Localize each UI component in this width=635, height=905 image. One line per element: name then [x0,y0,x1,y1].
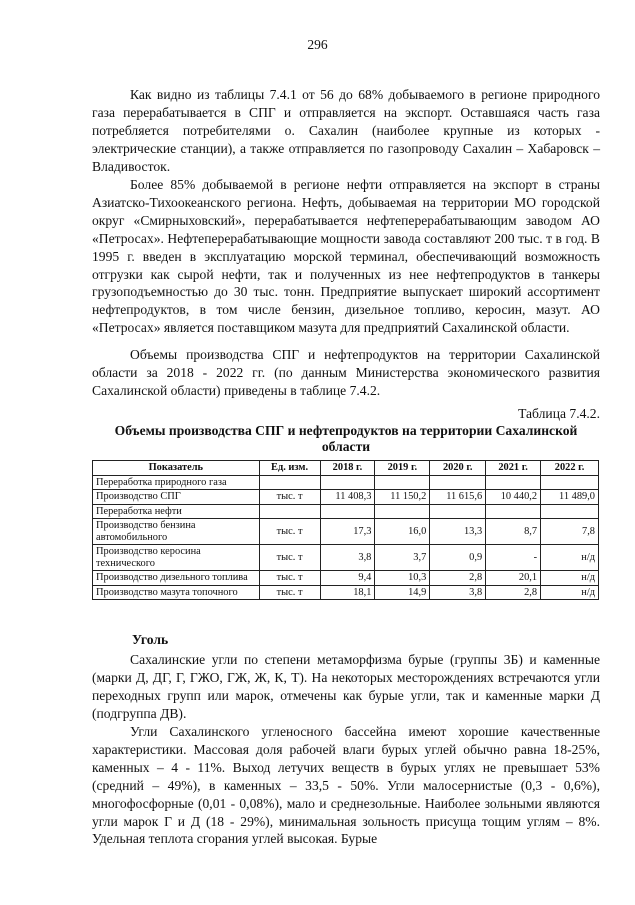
cell-2019: 16,0 [375,519,430,545]
row-label: Переработка природного газа [93,475,260,490]
cell-2020: 3,8 [430,585,486,600]
cell-2018: 11 408,3 [320,490,375,505]
cell-2018 [320,504,375,519]
cell-2022: 7,8 [541,519,599,545]
cell-2022: 11 489,0 [541,490,599,505]
cell-2020: 11 615,6 [430,490,486,505]
cell-2018: 3,8 [320,545,375,571]
table-row [93,504,599,519]
row-label: Производство керосина технического [93,545,260,571]
cell-2022: н/д [541,545,599,571]
header-2022: 2022 г. [541,461,599,476]
row-unit: тыс. т [259,545,320,571]
table-row [93,571,599,586]
cell-2021 [486,475,541,490]
page-number: 296 [307,37,328,52]
cell-2021 [486,504,541,519]
table-row [93,490,599,505]
cell-2020 [430,504,486,519]
paragraph-gas-export: Как видно из таблицы 7.4.1 от 56 до 68% добываемого в регионе природного газа перерабатывается в СПГ и отправляется на экспорт. Оставшаяся часть газа потребляется потребителями о. Сахалин (наиболее крупные из которых - электрические станции), а также отправляется по газопроводу Сахалин – Хабаровск – Владивосток. [92,87,600,174]
cell-2018: 9,4 [320,571,375,586]
header-2019: 2019 г. [375,461,430,476]
cell-2021: - [486,545,541,571]
cell-2022 [541,504,599,519]
paragraph-oil-export: Более 85% добываемой в регионе нефти отправляется на экспорт в страны Азиатско-Тихоокеанского региона. Нефть, добываемая на территории МО городской округ «Смирныховский», перерабатывается нефтеперерабатывающим заводом АО «Петросах». Нефтеперерабатывающие мощности завода составляют 200 тыс. т в год. В 1995 г. введен в эксплуатацию морской терминал, обеспечивающий возможность отгрузки как сырой нефти, так и полученных из нее нефтепродуктов в танкеры грузоподъемностью до 30 тыс. тонн. Предприятие выпускает широкий ассортимент нефтепродуктов, в том числе бензин, дизельное топливо, керосин, мазут. АО «Петросах» является поставщиком мазута для предприятий Сахалинской области. [92,177,600,336]
cell-2020 [430,475,486,490]
cell-2019: 11 150,2 [375,490,430,505]
row-unit: тыс. т [259,490,320,505]
table-header-row [93,461,599,476]
header-2020: 2020 г. [430,461,486,476]
cell-2018 [320,475,375,490]
section-heading-coal: Уголь [132,632,169,647]
cell-2020: 0,9 [430,545,486,571]
cell-2019 [375,504,430,519]
row-unit: тыс. т [259,571,320,586]
table-title: Объемы производства СПГ и нефтепродуктов на территории Сахалинской области [114,423,578,454]
header-2021: 2021 г. [486,461,541,476]
production-table [92,460,599,600]
cell-2021: 10 440,2 [486,490,541,505]
table-row [93,585,599,600]
row-unit: тыс. т [259,585,320,600]
header-2018: 2018 г. [320,461,375,476]
cell-2018: 18,1 [320,585,375,600]
cell-2019: 10,3 [375,571,430,586]
cell-2021: 20,1 [486,571,541,586]
cell-2021: 2,8 [486,585,541,600]
row-label: Переработка нефти [93,504,260,519]
row-label: Производство мазута топочного [93,585,260,600]
cell-2018: 17,3 [320,519,375,545]
cell-2022: н/д [541,585,599,600]
paragraph-coal-quality: Угли Сахалинского угленосного бассейна имеют хорошие качественные характеристики. Массовая доля рабочей влаги бурых углей обычно равна 18-25%, каменных – 4 - 11%. Выход летучих веществ в бурых углях не превышает 53% (средний – 49%), в каменных – 33,5 - 50%. Угли малосернистые (0,3 - 0,6%), многофосфорные (0,01 - 0,08%), мало и среднезольные. Наиболее зольными являются угли марок Г и Д (18 - 29%), минимальная зольность присуща тощим углям – 8%. Удельная теплота сгорания углей высокая. Бурые [92,724,600,847]
cell-2019 [375,475,430,490]
cell-2020: 13,3 [430,519,486,545]
header-indicator: Показатель [93,461,260,476]
row-unit: тыс. т [259,519,320,545]
table-row [93,519,599,545]
cell-2019: 3,7 [375,545,430,571]
cell-2021: 8,7 [486,519,541,545]
row-label: Производство дизельного топлива [93,571,260,586]
paragraph-coal-types: Сахалинские угли по степени метаморфизма бурые (группы 3Б) и каменные (марки Д, ДГ, Г, ГЖО, ГЖ, Ж, К, Т). На некоторых месторождениях встречаются угли переходных групп или марок, отмечены как бурые угли, так и каменные марки Д (подгруппа ДВ). [92,652,600,721]
table-row [93,475,599,490]
paragraph-table-intro: Объемы производства СПГ и нефтепродуктов на территории Сахалинской области за 2018 - 2022 гг. (по данным Министерства экономического развития Сахалинской области) приведены в таблице 7.4.2. [92,347,600,398]
row-unit [259,504,320,519]
header-unit: Ед. изм. [259,461,320,476]
row-label: Производство бензина автомобильного [93,519,260,545]
table-caption: Таблица 7.4.2. [518,406,600,421]
table-row [93,545,599,571]
cell-2022 [541,475,599,490]
cell-2022: н/д [541,571,599,586]
row-label: Производство СПГ [93,490,260,505]
cell-2019: 14,9 [375,585,430,600]
cell-2020: 2,8 [430,571,486,586]
row-unit [259,475,320,490]
